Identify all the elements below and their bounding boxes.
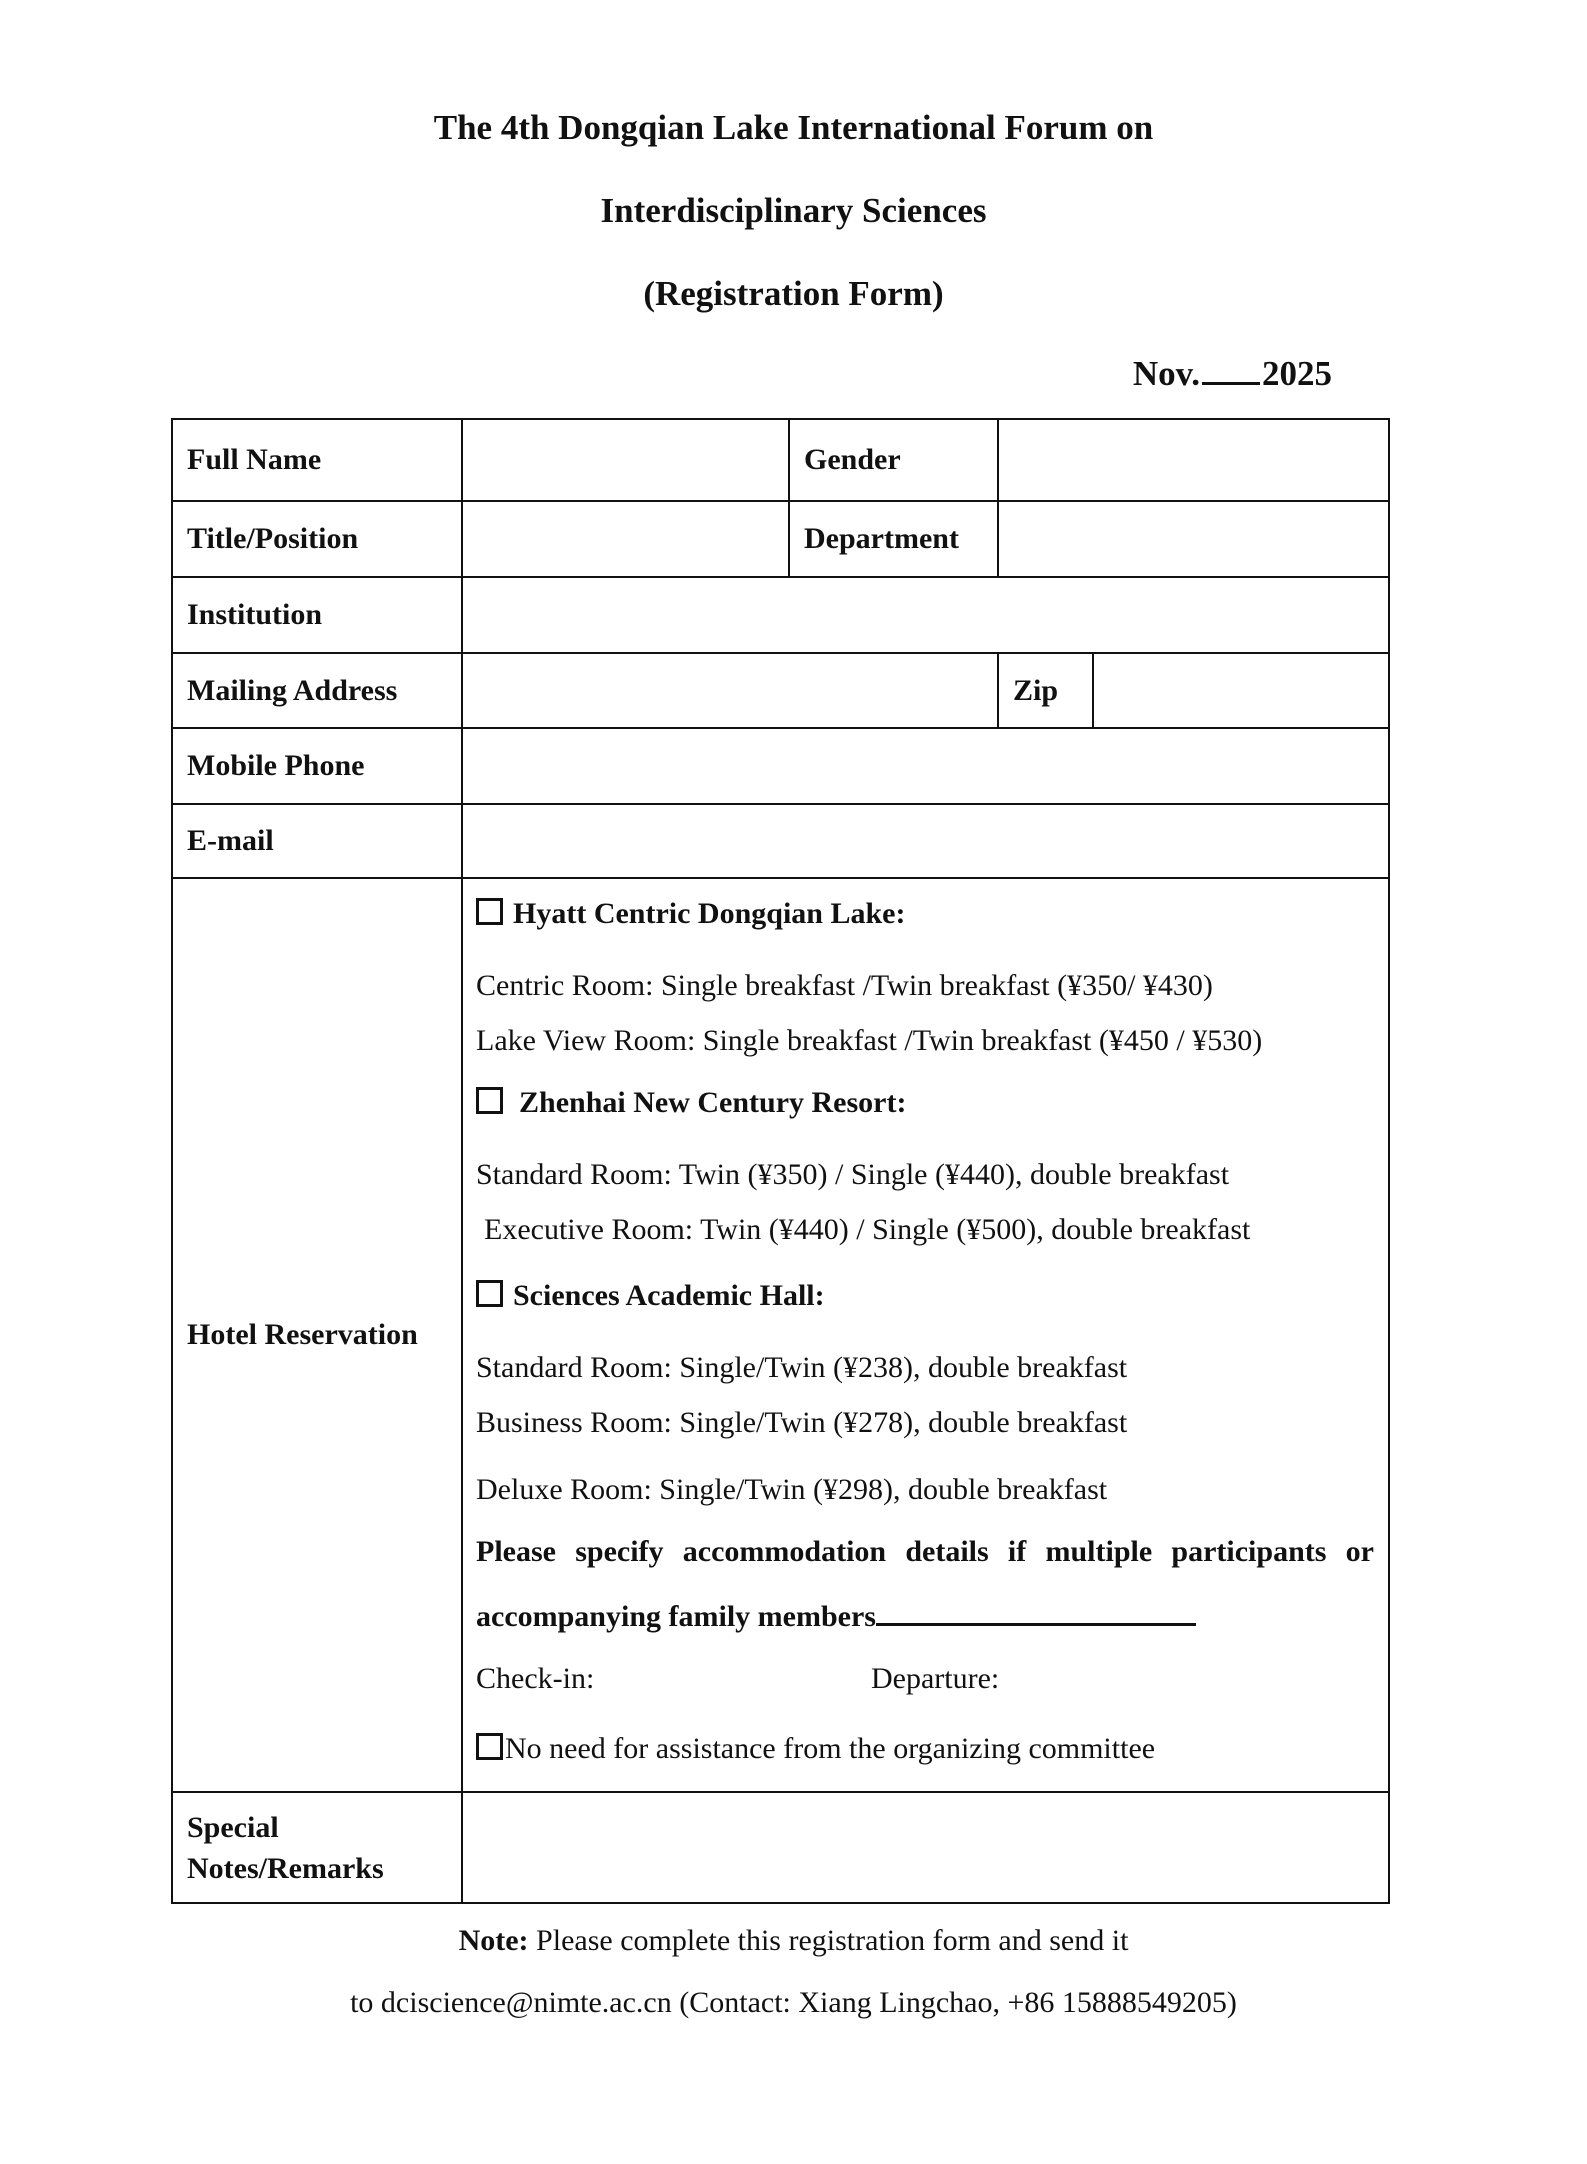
no-assistance-checkbox[interactable] <box>476 1733 503 1760</box>
gender-label: Gender <box>789 419 998 501</box>
zhenhai-option[interactable] <box>476 1084 1376 1122</box>
academic-room-3: Deluxe Room: Single/Twin (¥298), double breakfast <box>476 1473 1108 1506</box>
no-assistance-option[interactable] <box>476 1730 1376 1768</box>
date-month: Nov. <box>1132 354 1200 393</box>
note-label: Note: <box>458 1924 529 1957</box>
hotel-reservation-label: Hotel Reservation <box>172 878 462 1792</box>
zhenhai-checkbox[interactable] <box>476 1087 503 1114</box>
hyatt-room-1: Centric Room: Single breakfast /Twin breakfast (¥350/ ¥430) <box>476 969 1213 1002</box>
full-name-field[interactable] <box>462 419 789 501</box>
table-row <box>172 728 1389 804</box>
gender-field[interactable] <box>998 419 1389 501</box>
hotel-options <box>462 878 1389 1792</box>
zhenhai-name: Zhenhai New Century Resort: <box>519 1086 907 1119</box>
email-label: E-mail <box>172 804 462 878</box>
zip-field[interactable] <box>1093 653 1389 728</box>
table-row <box>172 501 1389 577</box>
form-subtitle: (Registration Form) <box>643 274 944 313</box>
department-label: Department <box>789 501 998 577</box>
family-members-line <box>476 1595 1376 1636</box>
hyatt-name: Hyatt Centric Dongqian Lake: <box>513 897 906 930</box>
dates-line <box>476 1660 1376 1698</box>
family-members-label: accompanying family members <box>476 1600 876 1633</box>
multi-participant-note: Please specify accommodation details if multiple participants or <box>476 1535 1374 1568</box>
table-row <box>172 804 1389 878</box>
institution-label: Institution <box>172 577 462 653</box>
mobile-phone-label: Mobile Phone <box>172 728 462 804</box>
hyatt-room-2: Lake View Room: Single breakfast /Twin breakfast (¥450 / ¥530) <box>476 1024 1263 1057</box>
academic-room-1: Standard Room: Single/Twin (¥238), double breakfast <box>476 1351 1128 1384</box>
email-field[interactable] <box>462 804 1389 878</box>
table-row <box>172 577 1389 653</box>
institution-field[interactable] <box>462 577 1389 653</box>
special-notes-label-line-1: Special <box>187 1810 279 1844</box>
registration-table <box>171 418 1390 1904</box>
zhenhai-room-2: Executive Room: Twin (¥440) / Single (¥500), double breakfast <box>484 1213 1251 1246</box>
special-notes-label-line-2: Notes/Remarks <box>187 1851 384 1885</box>
family-members-blank[interactable] <box>876 1595 1196 1626</box>
table-row <box>172 878 1389 1792</box>
academic-option[interactable] <box>476 1277 1376 1315</box>
mailing-address-label: Mailing Address <box>172 653 462 728</box>
form-title-line-2: Interdisciplinary Sciences <box>600 191 987 230</box>
special-notes-field[interactable] <box>462 1792 1389 1903</box>
submission-note <box>0 1921 1587 1961</box>
academic-checkbox[interactable] <box>476 1280 503 1307</box>
academic-room-2: Business Room: Single/Twin (¥278), double breakfast <box>476 1406 1128 1439</box>
contact-line: to dciscience@nimte.ac.cn (Contact: Xiang Lingchao, +86 15888549205) <box>350 1986 1237 2019</box>
hyatt-option[interactable] <box>476 895 1376 933</box>
title-position-field[interactable] <box>462 501 789 577</box>
departure-label: Departure: <box>871 1662 1000 1695</box>
academic-name: Sciences Academic Hall: <box>513 1279 825 1312</box>
form-title-line-1: The 4th Dongqian Lake International Forum on <box>433 108 1154 147</box>
hyatt-checkbox[interactable] <box>476 898 503 925</box>
mobile-phone-field[interactable] <box>462 728 1389 804</box>
table-row <box>172 653 1389 728</box>
title-position-label: Title/Position <box>172 501 462 577</box>
date-day-blank[interactable] <box>1202 354 1260 385</box>
mailing-address-field[interactable] <box>462 653 998 728</box>
date-year: 2025 <box>1262 354 1332 393</box>
full-name-label: Full Name <box>172 419 462 501</box>
special-notes-label <box>172 1792 462 1903</box>
zip-label: Zip <box>998 653 1093 728</box>
department-field[interactable] <box>998 501 1389 577</box>
note-text: Please complete this registration form and send it <box>528 1924 1129 1957</box>
zhenhai-room-1: Standard Room: Twin (¥350) / Single (¥440), double breakfast <box>476 1158 1230 1191</box>
check-in-label: Check-in: <box>476 1662 595 1695</box>
table-row <box>172 1792 1389 1903</box>
no-assistance-label: No need for assistance from the organizing committee <box>505 1732 1156 1765</box>
form-date <box>1133 352 1332 396</box>
table-row <box>172 419 1389 501</box>
